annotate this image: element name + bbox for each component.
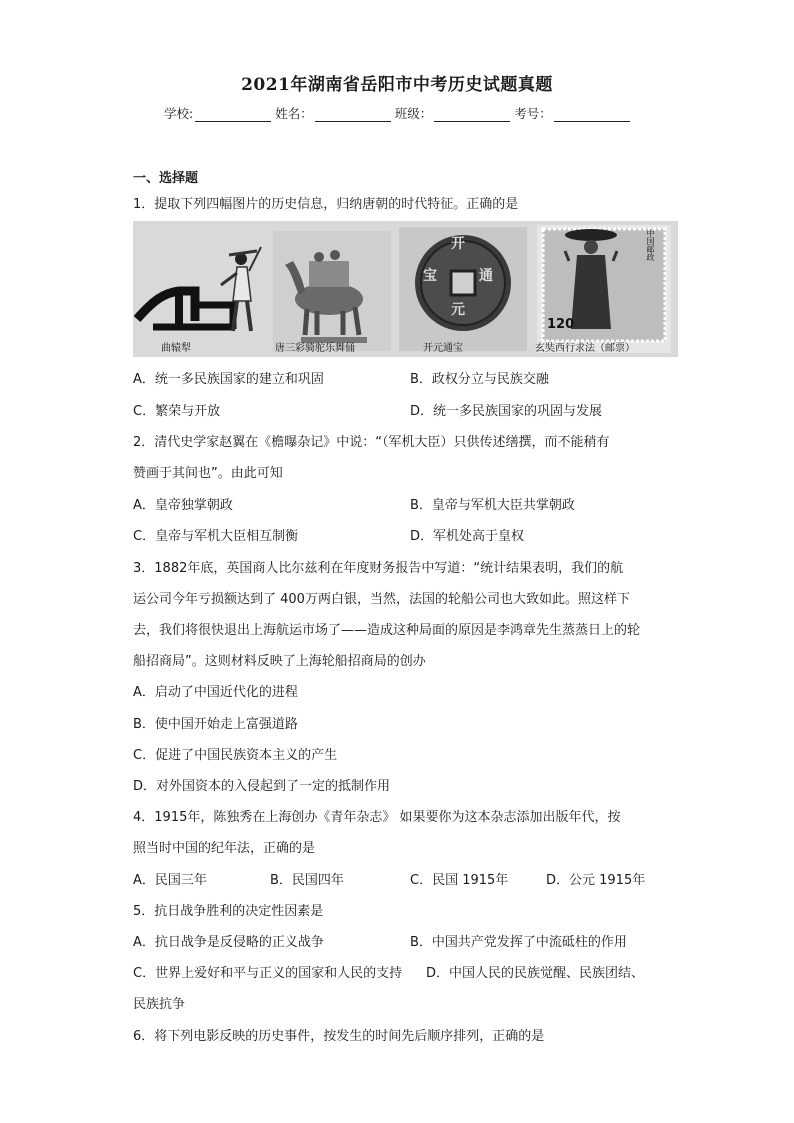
caption-plough: 曲辕犁 (161, 343, 191, 354)
page-title: 2021年湖南省岳阳市中考历史试题真题 (241, 75, 553, 95)
name-blank[interactable] (315, 107, 391, 122)
q1-image-strip (133, 221, 678, 357)
q1-option-a[interactable]: A．统一多民族国家的建立和巩固 (133, 372, 324, 387)
q1-option-d[interactable]: D．统一多民族国家的巩固与发展 (410, 404, 603, 419)
q1-option-b[interactable]: B．政权分立与民族交融 (410, 372, 549, 387)
q5-option-c[interactable]: C．世界上爱好和平与正义的国家和人民的支持 (133, 966, 403, 981)
q5-option-d-line2[interactable]: 民族抗争 (133, 997, 186, 1012)
exam-no-field (514, 104, 630, 122)
coin-char-top: 开 (451, 236, 465, 252)
school-blank[interactable] (195, 107, 271, 122)
coin-char-left: 宝 (423, 268, 437, 284)
caption-stamp: 玄奘西行求法（邮票） (535, 343, 635, 354)
q3-stem-line4: 船招商局”。这则材料反映了上海轮船招商局的创办 (133, 654, 426, 669)
coin-char-right: 通 (479, 268, 493, 284)
q5-option-d-line1[interactable]: D．中国人民的民族觉醒、民族团结、 (426, 966, 645, 981)
name-label: 姓名： (275, 106, 313, 121)
q4-option-d[interactable]: D．公元 1915年 (546, 873, 646, 888)
section-heading: 一、选择题 (133, 171, 199, 186)
stamp-value: 120 (547, 317, 575, 332)
student-info-row (164, 104, 644, 122)
q4-option-b[interactable]: B．民国四年 (270, 873, 344, 888)
school-label: 学校: (164, 106, 194, 121)
stamp-text: 中国邮政 (646, 229, 655, 261)
class-blank[interactable] (434, 107, 510, 122)
q1-option-c[interactable]: C．繁荣与开放 (133, 404, 221, 419)
q4-stem-line1: 4．1915年，陈独秀在上海创办《青年杂志》 如果要你为这本杂志添加出版年代，按 (133, 810, 621, 825)
q3-stem-line1: 3．1882年底，英国商人比尔兹利在年度财务报告中写道：“统计结果表明，我们的航 (133, 561, 624, 576)
q2-option-b[interactable]: B．皇帝与军机大臣共掌朝政 (410, 498, 575, 513)
q5-option-b[interactable]: B．中国共产党发挥了中流砥柱的作用 (410, 935, 627, 950)
q4-option-c[interactable]: C．民国 1915年 (410, 873, 509, 888)
q2-stem-line2: 赞画于其间也”。由此可知 (133, 466, 283, 481)
q2-option-a[interactable]: A．皇帝独掌朝政 (133, 498, 233, 513)
q4-option-a[interactable]: A．民国三年 (133, 873, 207, 888)
q1-images-svg (133, 221, 678, 357)
caption-camel: 唐三彩骑驼乐舞俑 (275, 343, 355, 354)
q3-stem-line2: 运公司今年亏损额达到了 400万两白银，当然，法国的轮船公司也大致如此。照这样下 (133, 592, 630, 607)
coin-char-bottom: 元 (451, 302, 465, 318)
caption-coin: 开元通宝 (423, 343, 463, 354)
q3-option-a[interactable]: A．启动了中国近代化的进程 (133, 685, 298, 700)
q4-stem-line2: 照当时中国的纪年法，正确的是 (133, 841, 316, 856)
school-field (164, 104, 271, 122)
exam-no-label: 考号： (514, 106, 552, 121)
q2-option-d[interactable]: D．军机处高于皇权 (410, 529, 525, 544)
q5-stem: 5．抗日战争胜利的决定性因素是 (133, 904, 324, 919)
q3-option-b[interactable]: B．使中国开始走上富强道路 (133, 717, 298, 732)
q6-stem: 6．将下列电影反映的历史事件，按发生的时间先后顺序排列，正确的是 (133, 1029, 545, 1044)
q2-option-c[interactable]: C．皇帝与军机大臣相互制衡 (133, 529, 299, 544)
class-label: 班级： (394, 106, 433, 121)
q3-stem-line3: 去，我们将很快退出上海航运市场了——造成这种局面的原因是李鸿章先生蒸蒸日上的轮 (133, 623, 641, 638)
q1-stem: 1．提取下列四幅图片的历史信息，归纳唐朝的时代特征。正确的是 (133, 197, 519, 212)
class-field (395, 104, 511, 122)
q3-option-c[interactable]: C．促进了中国民族资本主义的产生 (133, 748, 338, 763)
q3-option-d[interactable]: D．对外国资本的入侵起到了一定的抵制作用 (133, 779, 391, 794)
exam-no-blank[interactable] (554, 107, 630, 122)
q2-stem-line1: 2．清代史学家赵翼在《檐曝杂记》中说：“（军机大臣）只供传述缮撰，而不能稍有 (133, 435, 610, 450)
name-field (275, 104, 391, 122)
q5-option-a[interactable]: A．抗日战争是反侵略的正义战争 (133, 935, 324, 950)
